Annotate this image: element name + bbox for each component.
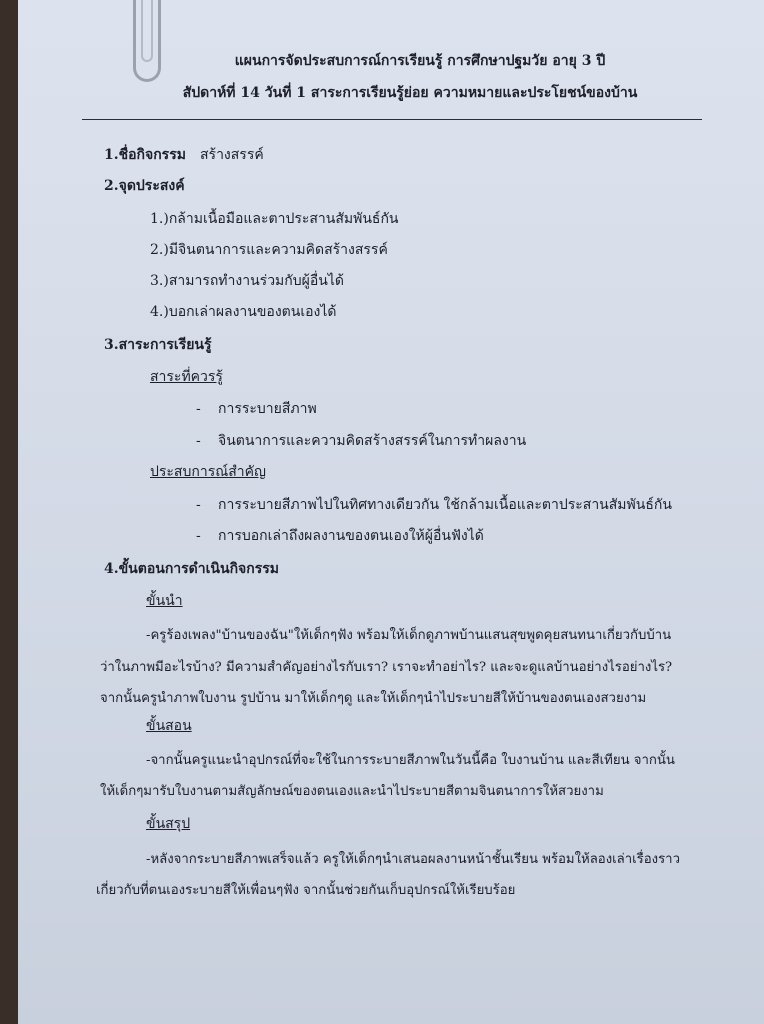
paper-clip-inner — [141, 0, 153, 62]
step-intro-title: ขั้นนำ — [146, 593, 183, 609]
content-item: การระบายสีภาพ — [218, 401, 317, 417]
bullet: - — [196, 497, 201, 513]
experience-subheading: ประสบการณ์สำคัญ — [150, 464, 266, 480]
step-intro-text: จากนั้นครูนำภาพใบงาน รูปบ้าน มาให้เด็กๆดู และให้เด็กๆนำไประบายสีให้บ้านของตนเองสวยงาม — [100, 691, 647, 706]
step-teach-title: ขั้นสอน — [146, 718, 192, 734]
objective-item: 2.)มีจินตนาการและความคิดสร้างสรรค์ — [150, 242, 388, 258]
content-subheading: สาระที่ควรรู้ — [150, 369, 223, 385]
header-divider — [82, 119, 702, 120]
step-summary-text: เกี่ยวกับที่ตนเองระบายสีให้เพื่อนๆฟัง จากนั้นช่วยกันเก็บอุปกรณ์ให้เรียบร้อย — [96, 883, 516, 898]
step-teach-text: ให้เด็กๆมารับใบงานตามสัญลักษณ์ของตนเองและนำไประบายสีตามจินตนาการให้สวยงาม — [100, 784, 604, 799]
document-title: แผนการจัดประสบการณ์การเรียนรู้ การศึกษาปฐมวัย อายุ 3 ปี — [234, 53, 606, 69]
objective-item: 3.)สามารถทำงานร่วมกับผู้อื่นได้ — [150, 273, 344, 289]
step-intro-text: ว่าในภาพมีอะไรบ้าง? มีความสำคัญอย่างไรกับเรา? เราจะทำอย่าไร? และจะดูแลบ้านอย่างไรอย่างไร? — [100, 660, 673, 675]
step-summary-text: -หลังจากระบายสีภาพเสร็จแล้ว ครูให้เด็กๆนำเสนอผลงานหน้าชั้นเรียน พร้อมให้ลองเล่าเรื่องราว — [146, 852, 680, 867]
bullet: - — [196, 433, 201, 449]
section2-heading: 2.จุดประสงค์ — [104, 178, 185, 194]
section3-heading: 3.สาระการเรียนรู้ — [104, 337, 212, 353]
bullet: - — [196, 528, 201, 544]
step-intro-text: -ครูร้องเพลง"บ้านของฉัน"ให้เด็กๆฟัง พร้อมให้เด็กดูภาพบ้านแสนสุขพูดคุยสนทนาเกี่ยวกับบ้าน — [146, 628, 672, 643]
experience-item: การระบายสีภาพไปในทิศทางเดียวกัน ใช้กล้ามเนื้อและตาประสานสัมพันธ์กัน — [218, 497, 672, 513]
step-teach-text: -จากนั้นครูแนะนำอุปกรณ์ที่จะใช้ในการระบายสีภาพในวันนี้คือ ใบงานบ้าน และสีเทียน จากนั้น — [146, 753, 675, 768]
document-subtitle: สัปดาห์ที่ 14 วันที่ 1 สาระการเรียนรู้ย่อย ความหมายและประโยชน์ของบ้าน — [182, 85, 638, 101]
activity-name: สร้างสรรค์ — [200, 147, 264, 163]
section4-heading: 4.ขั้นตอนการดำเนินกิจกรรม — [104, 561, 279, 577]
objective-item: 1.)กล้ามเนื้อมือและตาประสานสัมพันธ์กัน — [150, 211, 399, 227]
objective-item: 4.)บอกเล่าผลงานของตนเองได้ — [150, 304, 337, 320]
experience-item: การบอกเล่าถึงผลงานของตนเองให้ผู้อื่นฟังได้ — [218, 528, 484, 544]
bullet: - — [196, 401, 201, 417]
content-item: จินตนาการและความคิดสร้างสรรค์ในการทำผลงาน — [218, 433, 527, 449]
section1-heading: 1.ชื่อกิจกรรม — [104, 147, 186, 163]
step-summary-title: ขั้นสรุป — [146, 816, 191, 832]
